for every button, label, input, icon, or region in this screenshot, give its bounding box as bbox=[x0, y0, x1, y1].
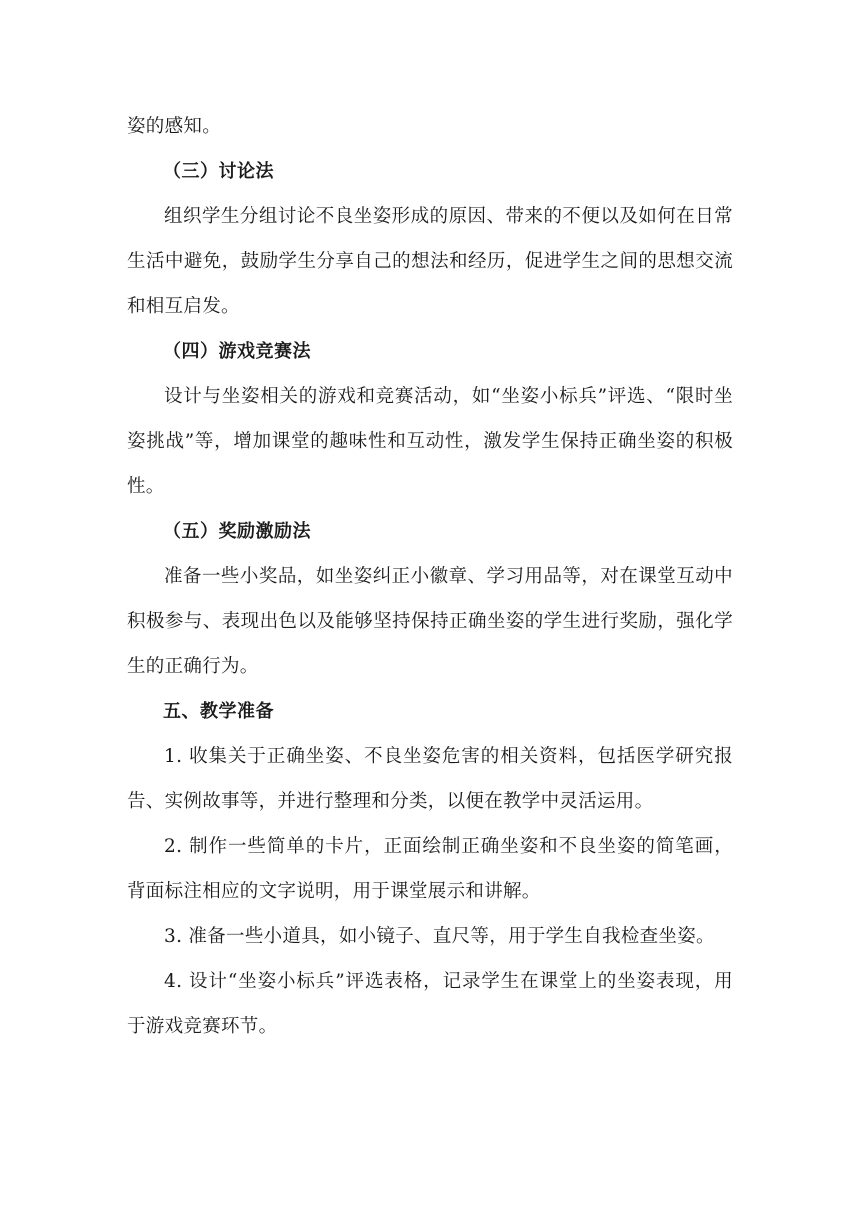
paragraph-continuation: 姿的感知。 bbox=[127, 116, 222, 137]
section-heading-game-competition-method: （四）游戏竞赛法 bbox=[163, 341, 311, 362]
list-item-preparation-3: 3. 准备一些小道具，如小镜子、直尺等，用于学生自我检查坐姿。 bbox=[164, 926, 715, 947]
section-heading-discussion-method: （三）讨论法 bbox=[163, 161, 274, 182]
document-body bbox=[127, 104, 733, 1049]
section-heading-teaching-preparation: 五、教学准备 bbox=[163, 701, 274, 722]
list-item-preparation-4: 4. 设计“坐姿小标兵”评选表格，记录学生在课堂上的坐姿表现，用于游戏竞赛环节。 bbox=[127, 971, 733, 1037]
paragraph-reward-incentive-method: 准备一些小奖品，如坐姿纠正小徽章、学习用品等，对在课堂互动中积极参与、表现出色以及能够坚持保持正确坐姿的学生进行奖励，强化学生的正确行为。 bbox=[127, 566, 733, 677]
list-item-preparation-2: 2. 制作一些简单的卡片，正面绘制正确坐姿和不良坐姿的简笔画，背面标注相应的文字说明，用于课堂展示和讲解。 bbox=[127, 836, 733, 902]
list-item-preparation-1: 1. 收集关于正确坐姿、不良坐姿危害的相关资料，包括医学研究报告、实例故事等，并进行整理和分类，以便在教学中灵活运用。 bbox=[127, 746, 733, 812]
paragraph-game-competition-method: 设计与坐姿相关的游戏和竞赛活动，如“坐姿小标兵”评选、“限时坐姿挑战”等，增加课堂的趣味性和互动性，激发学生保持正确坐姿的积极性。 bbox=[127, 386, 733, 497]
section-heading-reward-incentive-method: （五）奖励激励法 bbox=[163, 521, 311, 542]
paragraph-discussion-method: 组织学生分组讨论不良坐姿形成的原因、带来的不便以及如何在日常生活中避免，鼓励学生分享自己的想法和经历，促进学生之间的思想交流和相互启发。 bbox=[127, 206, 733, 317]
